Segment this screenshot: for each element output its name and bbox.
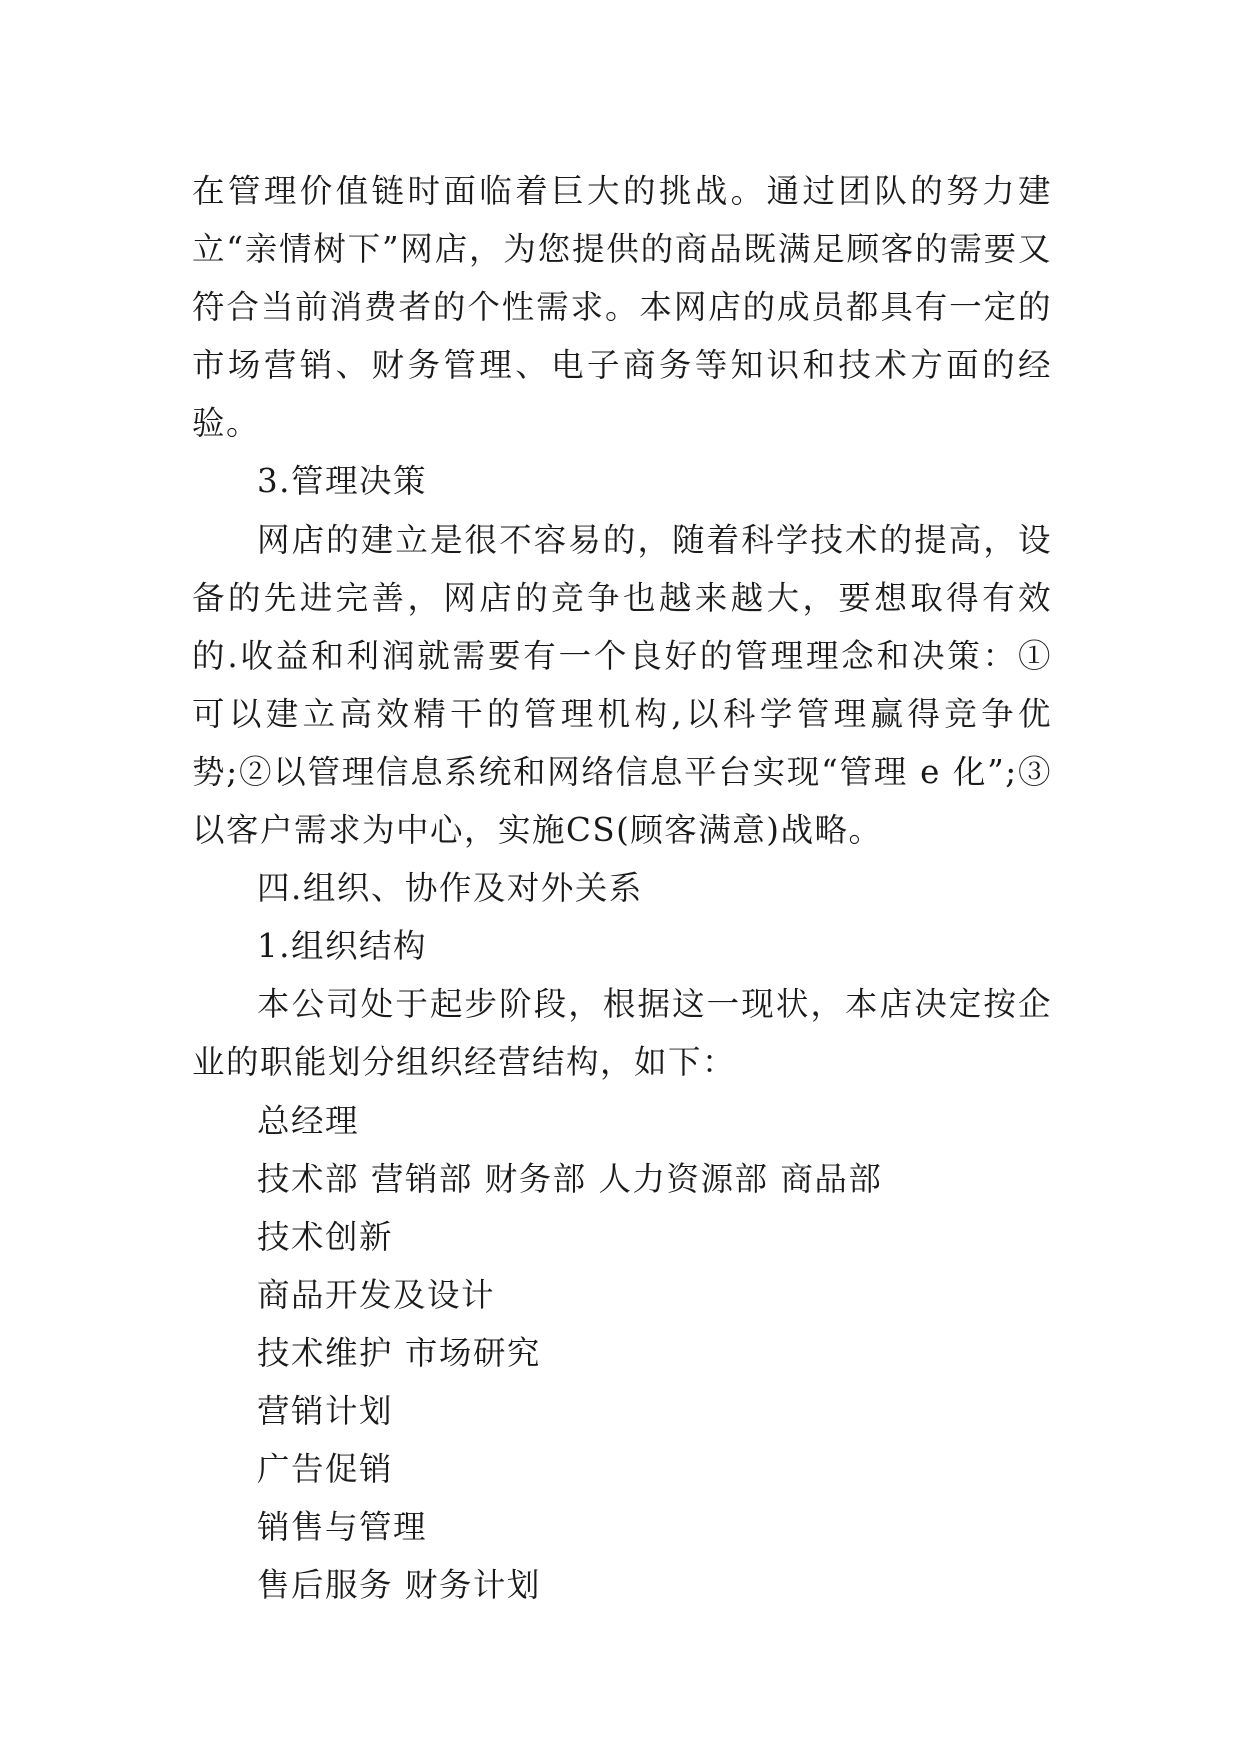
org-line: 技术维护 市场研究 — [257, 1333, 541, 1372]
org-line: 营销计划 — [257, 1391, 394, 1430]
org-line: 技术创新 — [257, 1217, 394, 1256]
org-line: 广告促销 — [257, 1450, 394, 1489]
org-line: 商品开发及设计 — [257, 1275, 496, 1314]
org-chart-text — [192, 1092, 1052, 1615]
org-line: 技术部 营销部 财务部 人力资源部 商品部 — [257, 1159, 883, 1198]
heading-org-structure: 1.组织结构 — [257, 927, 428, 966]
heading-organization: 四.组织、协作及对外关系 — [257, 869, 643, 908]
org-line: 销售与管理 — [257, 1508, 428, 1547]
heading-management-decision: 3.管理决策 — [257, 462, 428, 501]
paragraph-decision: 网店的建立是很不容易的，随着科学技术的提高，设备的先进完善，网店的竞争也越来越大，要想取得有效的.收益和利润就需要有一个良好的管理理念和决策：①可以建立高效精干的管理机构,以科学管理赢得竞争优势;②以管理信息系统和网络信息平台实现“管理 e 化”;③以客户需求为中心，实施CS(顾客满意)战略。 — [192, 520, 1052, 850]
paragraph-org-structure: 本公司处于起步阶段，根据这一现状，本店决定按企业的职能划分组织经营结构，如下： — [192, 985, 1052, 1082]
org-line: 总经理 — [257, 1101, 360, 1140]
paragraph-value-chain: 在管理价值链时面临着巨大的挑战。通过团队的努力建立“亲情树下”网店，为您提供的商品既满足顾客的需要又符合当前消费者的个性需求。本网店的成员都具有一定的市场营销、财务管理、电子商务等知识和技术方面的经验。 — [192, 172, 1052, 443]
org-line: 售后服务 财务计划 — [257, 1566, 541, 1605]
document-page — [192, 162, 1052, 1614]
